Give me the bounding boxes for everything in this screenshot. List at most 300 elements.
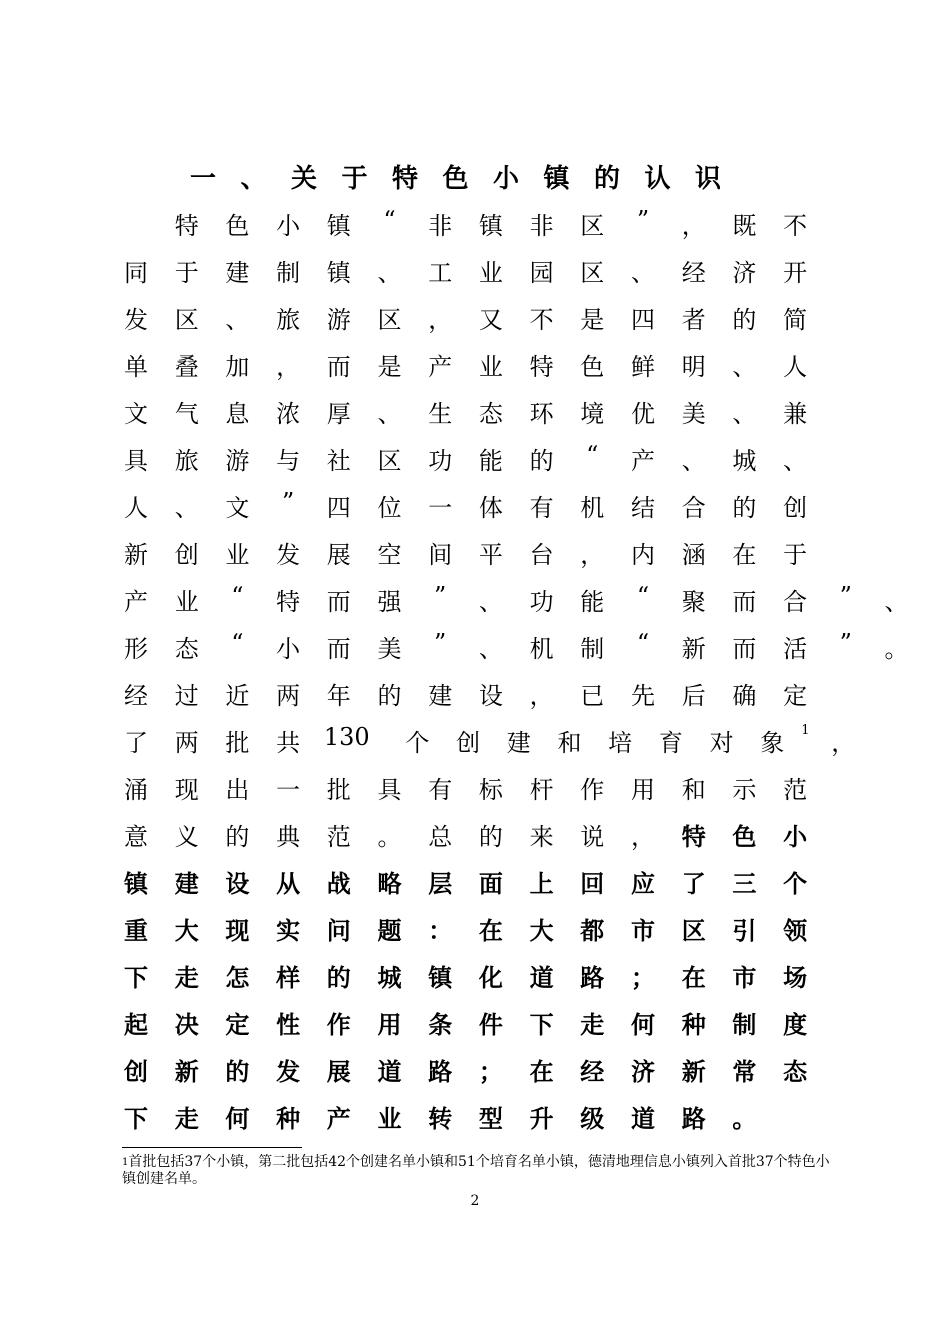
- body-char: 出: [225, 776, 250, 804]
- body-char: 。: [377, 823, 402, 851]
- body-char: 涵: [681, 541, 706, 569]
- body-char: 设: [225, 869, 250, 898]
- body-char: 杆: [529, 776, 554, 804]
- body-char: 何: [631, 1010, 655, 1039]
- body-char: 范: [326, 823, 351, 851]
- body-char: 、: [732, 353, 757, 381]
- body-char: 定: [783, 682, 808, 710]
- body-char: 新: [681, 1057, 706, 1086]
- body-char: 色: [225, 212, 250, 240]
- body-char: 形: [124, 635, 148, 663]
- body-char: 市: [732, 963, 757, 992]
- body-char: 现: [174, 776, 199, 804]
- body-char: ：: [428, 916, 453, 945]
- body-char: 台: [529, 541, 554, 569]
- body-char: 应: [631, 869, 655, 898]
- body-char: 游: [225, 447, 250, 475]
- body-char: ”: [281, 488, 295, 516]
- body-char: 路: [681, 1104, 706, 1133]
- body-char: 镇: [326, 259, 351, 287]
- body-line: [0, 1052, 950, 1092]
- body-char: 业: [377, 1104, 402, 1133]
- body-char: ；: [478, 1057, 503, 1086]
- body-char: 在: [529, 1057, 554, 1086]
- body-char: 兼: [783, 400, 808, 428]
- body-char: 市: [631, 916, 655, 945]
- body-char: 是: [580, 306, 605, 334]
- body-line: [0, 864, 950, 904]
- body-char: 人: [783, 353, 808, 381]
- body-char: ”: [839, 629, 852, 657]
- body-line: [0, 1005, 950, 1045]
- body-char: 。: [884, 635, 909, 663]
- body-char: 机: [580, 494, 605, 522]
- body-char: 态: [174, 635, 199, 663]
- body-char: 济: [732, 259, 757, 287]
- body-char: 新: [681, 635, 706, 663]
- body-char: 现: [225, 916, 250, 945]
- body-char: 非: [529, 212, 554, 240]
- body-char: 的: [225, 1057, 250, 1086]
- body-char: 来: [529, 823, 554, 851]
- body-char: 道: [631, 1104, 655, 1133]
- body-char: 培: [608, 729, 633, 757]
- heading-char: 于: [341, 164, 368, 194]
- body-char: 而: [732, 635, 757, 663]
- body-char: 区: [377, 306, 402, 334]
- body-char: 走: [174, 1104, 199, 1133]
- body-char: 境: [580, 400, 605, 428]
- body-char: “: [586, 441, 599, 469]
- body-char: 从: [276, 869, 301, 898]
- heading-char: 关: [290, 164, 317, 194]
- body-char: 略: [377, 869, 402, 898]
- body-char: 强: [377, 588, 402, 616]
- body-char: 城: [732, 447, 757, 475]
- body-char: 涌: [124, 776, 148, 804]
- heading-char: 认: [644, 164, 671, 194]
- body-char: 说: [580, 823, 605, 851]
- body-char: 样: [276, 963, 301, 992]
- body-char: 了: [681, 869, 706, 898]
- body-char: 个: [783, 869, 808, 898]
- body-char: 的: [225, 823, 250, 851]
- body-char: 四: [326, 494, 351, 522]
- body-char: 育: [658, 729, 683, 757]
- body-char: 道: [377, 1057, 402, 1086]
- body-char: 已: [580, 682, 605, 710]
- body-char: 和: [557, 729, 582, 757]
- body-char: 在: [732, 541, 757, 569]
- heading-char: 色: [442, 164, 469, 194]
- body-char: 体: [478, 494, 503, 522]
- body-char: 、: [732, 400, 757, 428]
- body-char: 是: [377, 353, 402, 381]
- body-char: 有: [529, 494, 554, 522]
- body-char: “: [383, 206, 396, 234]
- body-char: 化: [478, 963, 503, 992]
- body-line: [0, 394, 950, 434]
- body-char: 种: [276, 1104, 301, 1133]
- body-char: 象: [760, 729, 785, 757]
- body-line: [0, 347, 950, 387]
- body-char: 合: [783, 588, 808, 616]
- body-char: 两: [276, 682, 301, 710]
- body-char: 既: [732, 212, 757, 240]
- body-char: “: [636, 582, 650, 610]
- heading-char: 一: [189, 164, 216, 194]
- body-char: 道: [529, 963, 554, 992]
- body-char: 功: [529, 588, 554, 616]
- body-char: 在: [681, 963, 706, 992]
- body-char: 气: [174, 400, 199, 428]
- body-char: 业: [174, 588, 199, 616]
- heading-char: 特: [391, 164, 418, 194]
- body-line: [0, 723, 950, 763]
- body-char: 起: [124, 1010, 148, 1039]
- body-char: 对: [709, 729, 734, 757]
- body-char: 场: [783, 963, 808, 992]
- body-char: 常: [732, 1057, 757, 1086]
- body-char: 能: [478, 447, 503, 475]
- body-char: 实: [276, 916, 301, 945]
- body-char: 而: [326, 588, 351, 616]
- body-char: 游: [326, 306, 351, 334]
- body-char: 大: [174, 916, 199, 945]
- body-char: 单: [124, 353, 148, 381]
- body-char: 位: [377, 494, 402, 522]
- body-char: 小: [783, 822, 808, 851]
- body-char: 区: [174, 306, 199, 334]
- footnote: [122, 1154, 832, 1188]
- body-char: 不: [783, 212, 808, 240]
- body-char: 的: [529, 447, 554, 475]
- body-char: 引: [732, 916, 757, 945]
- body-char: 回: [580, 869, 605, 898]
- body-char: 旅: [174, 447, 199, 475]
- body-char: 共: [276, 729, 301, 757]
- body-char: 新: [174, 1057, 199, 1086]
- body-char: 浓: [276, 400, 301, 428]
- body-char: 四: [631, 306, 655, 334]
- footnote-text: 首批包括37个小镇，第二批包括42个创建名单小镇和51个培育名单小镇，德清地理信息小镇列入首批37个特色小镇创建名单。: [122, 1154, 830, 1187]
- body-char: 于: [174, 259, 199, 287]
- body-char: 层: [428, 869, 453, 898]
- body-char: 设: [478, 682, 503, 710]
- body-char: 的: [377, 682, 402, 710]
- body-char: 简: [783, 306, 808, 334]
- body-char: 种: [681, 1010, 706, 1039]
- body-char: 镇: [428, 963, 453, 992]
- body-char: 区: [681, 916, 706, 945]
- body-char: 区: [377, 447, 402, 475]
- body-char: 。: [732, 1104, 757, 1133]
- body-char: 而: [732, 588, 757, 616]
- body-char: 结: [631, 494, 655, 522]
- body-char: 发: [276, 1057, 301, 1086]
- body-number: 130: [323, 723, 370, 751]
- body-char: 性: [276, 1010, 301, 1039]
- body-char: 题: [377, 916, 402, 945]
- body-line: [0, 958, 950, 998]
- body-char: 、: [478, 635, 503, 663]
- body-char: 而: [326, 353, 351, 381]
- body-char: 美: [681, 400, 706, 428]
- body-char: 下: [529, 1010, 554, 1039]
- body-char: ，: [681, 212, 706, 240]
- body-char: 发: [276, 541, 301, 569]
- body-char: 级: [580, 1104, 605, 1133]
- body-char: 大: [529, 916, 554, 945]
- body-char: 鲜: [631, 353, 655, 381]
- body-char: 产: [428, 353, 453, 381]
- body-char: 聚: [681, 588, 706, 616]
- body-line: [0, 629, 950, 669]
- body-char: 产: [631, 447, 655, 475]
- body-char: 三: [732, 869, 757, 898]
- body-line: [0, 535, 950, 575]
- body-char: “: [231, 629, 244, 657]
- body-char: 发: [124, 306, 148, 334]
- body-char: 间: [428, 541, 453, 569]
- body-char: 条: [428, 1010, 453, 1039]
- section-heading: [175, 158, 775, 198]
- body-char: 决: [174, 1010, 199, 1039]
- body-char: 特: [681, 822, 706, 851]
- body-char: 作: [580, 776, 605, 804]
- heading-char: 的: [593, 164, 620, 194]
- body-char: 的: [732, 494, 757, 522]
- body-char: 加: [225, 353, 250, 381]
- body-line: [0, 206, 950, 246]
- body-char: 、: [225, 306, 250, 334]
- body-line: [0, 911, 950, 951]
- body-char: 、: [174, 494, 199, 522]
- body-char: 、: [631, 259, 655, 287]
- body-char: 同: [124, 259, 148, 287]
- body-char: 路: [428, 1057, 453, 1086]
- body-char: 能: [580, 588, 605, 616]
- body-char: 经: [580, 1057, 605, 1086]
- body-char: 与: [276, 447, 301, 475]
- body-char: 开: [783, 259, 808, 287]
- body-char: 活: [783, 635, 808, 663]
- body-char: ，: [276, 353, 301, 381]
- body-char: 建: [506, 729, 531, 757]
- body-char: 的: [326, 963, 351, 992]
- body-char: ”: [636, 206, 650, 234]
- body-char: “: [231, 582, 244, 610]
- body-char: 创: [456, 729, 481, 757]
- body-char: 一: [276, 776, 301, 804]
- body-char: 济: [631, 1057, 655, 1086]
- body-char: 都: [580, 916, 605, 945]
- body-char: 升: [529, 1104, 554, 1133]
- footnote-reference: 1: [801, 723, 810, 738]
- body-char: 特: [276, 588, 301, 616]
- body-char: 特: [174, 212, 199, 240]
- body-char: 息: [225, 400, 250, 428]
- body-char: 又: [478, 306, 503, 334]
- body-char: 城: [377, 963, 402, 992]
- body-char: 近: [225, 682, 250, 710]
- body-char: 作: [326, 1010, 351, 1039]
- body-char: 建: [428, 682, 453, 710]
- body-char: 创: [783, 494, 808, 522]
- body-char: 、: [681, 447, 706, 475]
- body-char: 走: [580, 1010, 605, 1039]
- body-char: 一: [428, 494, 453, 522]
- body-char: ”: [839, 582, 852, 610]
- footnote-mark: 1: [122, 1157, 129, 1168]
- body-char: ，: [580, 541, 605, 569]
- body-char: 、: [377, 400, 402, 428]
- body-char: 批: [225, 729, 250, 757]
- body-char: 色: [580, 353, 605, 381]
- body-char: 个: [405, 729, 430, 757]
- body-line: [0, 817, 950, 857]
- body-char: 文: [124, 400, 148, 428]
- body-char: ，: [631, 823, 655, 851]
- body-char: 两: [174, 729, 199, 757]
- body-char: 态: [478, 400, 503, 428]
- body-char: 确: [732, 682, 757, 710]
- body-char: 标: [478, 776, 503, 804]
- body-char: 经: [681, 259, 706, 287]
- body-char: “: [636, 629, 650, 657]
- body-char: 新: [124, 541, 148, 569]
- body-char: 业: [478, 353, 503, 381]
- body-char: 镇: [478, 212, 503, 240]
- body-char: 制: [580, 635, 605, 663]
- body-char: 领: [783, 916, 808, 945]
- body-char: 建: [174, 869, 199, 898]
- body-char: 镇: [326, 212, 351, 240]
- body-char: 明: [681, 353, 706, 381]
- body-char: ；: [631, 963, 655, 992]
- body-char: 小: [276, 212, 301, 240]
- body-line: [0, 441, 950, 481]
- body-char: 范: [783, 776, 808, 804]
- body-line: [0, 488, 950, 528]
- body-char: 具: [377, 776, 402, 804]
- body-char: 用: [377, 1010, 402, 1039]
- body-char: 、: [478, 588, 503, 616]
- body-char: 叠: [174, 353, 199, 381]
- body-char: 展: [326, 541, 351, 569]
- body-char: ”: [434, 582, 447, 610]
- body-char: 不: [529, 306, 554, 334]
- heading-char: 识: [694, 164, 721, 194]
- body-char: 示: [732, 776, 757, 804]
- body-char: 区: [580, 259, 605, 287]
- body-char: ”: [434, 629, 447, 657]
- body-char: ，: [428, 306, 453, 334]
- body-char: 定: [225, 1010, 250, 1039]
- body-char: 转: [428, 1104, 453, 1133]
- body-char: 有: [428, 776, 453, 804]
- body-char: 年: [326, 682, 351, 710]
- body-char: 色: [732, 822, 757, 851]
- body-char: 经: [124, 682, 148, 710]
- body-char: 的: [478, 823, 503, 851]
- body-char: 园: [529, 259, 554, 287]
- body-char: 批: [326, 776, 351, 804]
- body-char: 文: [225, 494, 250, 522]
- body-char: 镇: [124, 869, 148, 898]
- body-char: 、: [783, 447, 808, 475]
- body-char: 战: [326, 869, 351, 898]
- body-line: [0, 253, 950, 293]
- body-char: 意: [124, 823, 148, 851]
- body-char: 合: [681, 494, 706, 522]
- body-char: 上: [529, 869, 554, 898]
- body-char: 机: [529, 635, 554, 663]
- body-char: 生: [428, 400, 453, 428]
- body-char: 平: [478, 541, 503, 569]
- heading-char: 、: [240, 164, 267, 194]
- body-char: 重: [124, 916, 148, 945]
- body-char: 优: [631, 400, 655, 428]
- body-char: 下: [124, 963, 148, 992]
- body-char: 、: [377, 259, 402, 287]
- body-char: 先: [631, 682, 655, 710]
- body-char: 人: [124, 494, 148, 522]
- body-char: 了: [124, 729, 148, 757]
- body-char: 件: [478, 1010, 503, 1039]
- page-number: 2: [470, 1193, 480, 1209]
- body-char: 创: [124, 1057, 148, 1086]
- body-char: 下: [124, 1104, 148, 1133]
- body-char: 美: [377, 635, 402, 663]
- body-char: 旅: [276, 306, 301, 334]
- body-char: 怎: [225, 963, 250, 992]
- body-char: 展: [326, 1057, 351, 1086]
- body-line: [0, 676, 950, 716]
- body-char: 环: [529, 400, 554, 428]
- body-char: 走: [174, 963, 199, 992]
- body-char: 工: [428, 259, 453, 287]
- body-char: 面: [478, 869, 503, 898]
- body-char: 路: [580, 963, 605, 992]
- heading-char: 镇: [543, 164, 570, 194]
- body-char: 产: [326, 1104, 351, 1133]
- body-char: 而: [326, 635, 351, 663]
- body-char: 创: [174, 541, 199, 569]
- body-char: ，: [529, 682, 554, 710]
- body-char: 后: [681, 682, 706, 710]
- body-char: 和: [681, 776, 706, 804]
- body-char: 义: [174, 823, 199, 851]
- body-char: 业: [478, 259, 503, 287]
- body-char: 、: [884, 588, 909, 616]
- body-char: 度: [783, 1010, 808, 1039]
- body-char: 过: [174, 682, 199, 710]
- body-char: 小: [276, 635, 301, 663]
- body-char: 的: [732, 306, 757, 334]
- body-char: 在: [478, 916, 503, 945]
- body-char: 者: [681, 306, 706, 334]
- body-char: 制: [732, 1010, 757, 1039]
- body-line: [0, 582, 950, 622]
- body-char: 制: [276, 259, 301, 287]
- body-line: [0, 1099, 950, 1139]
- body-char: 态: [783, 1057, 808, 1086]
- body-char: 典: [276, 823, 301, 851]
- body-char: ，: [831, 729, 856, 757]
- body-char: 厚: [326, 400, 351, 428]
- body-char: 功: [428, 447, 453, 475]
